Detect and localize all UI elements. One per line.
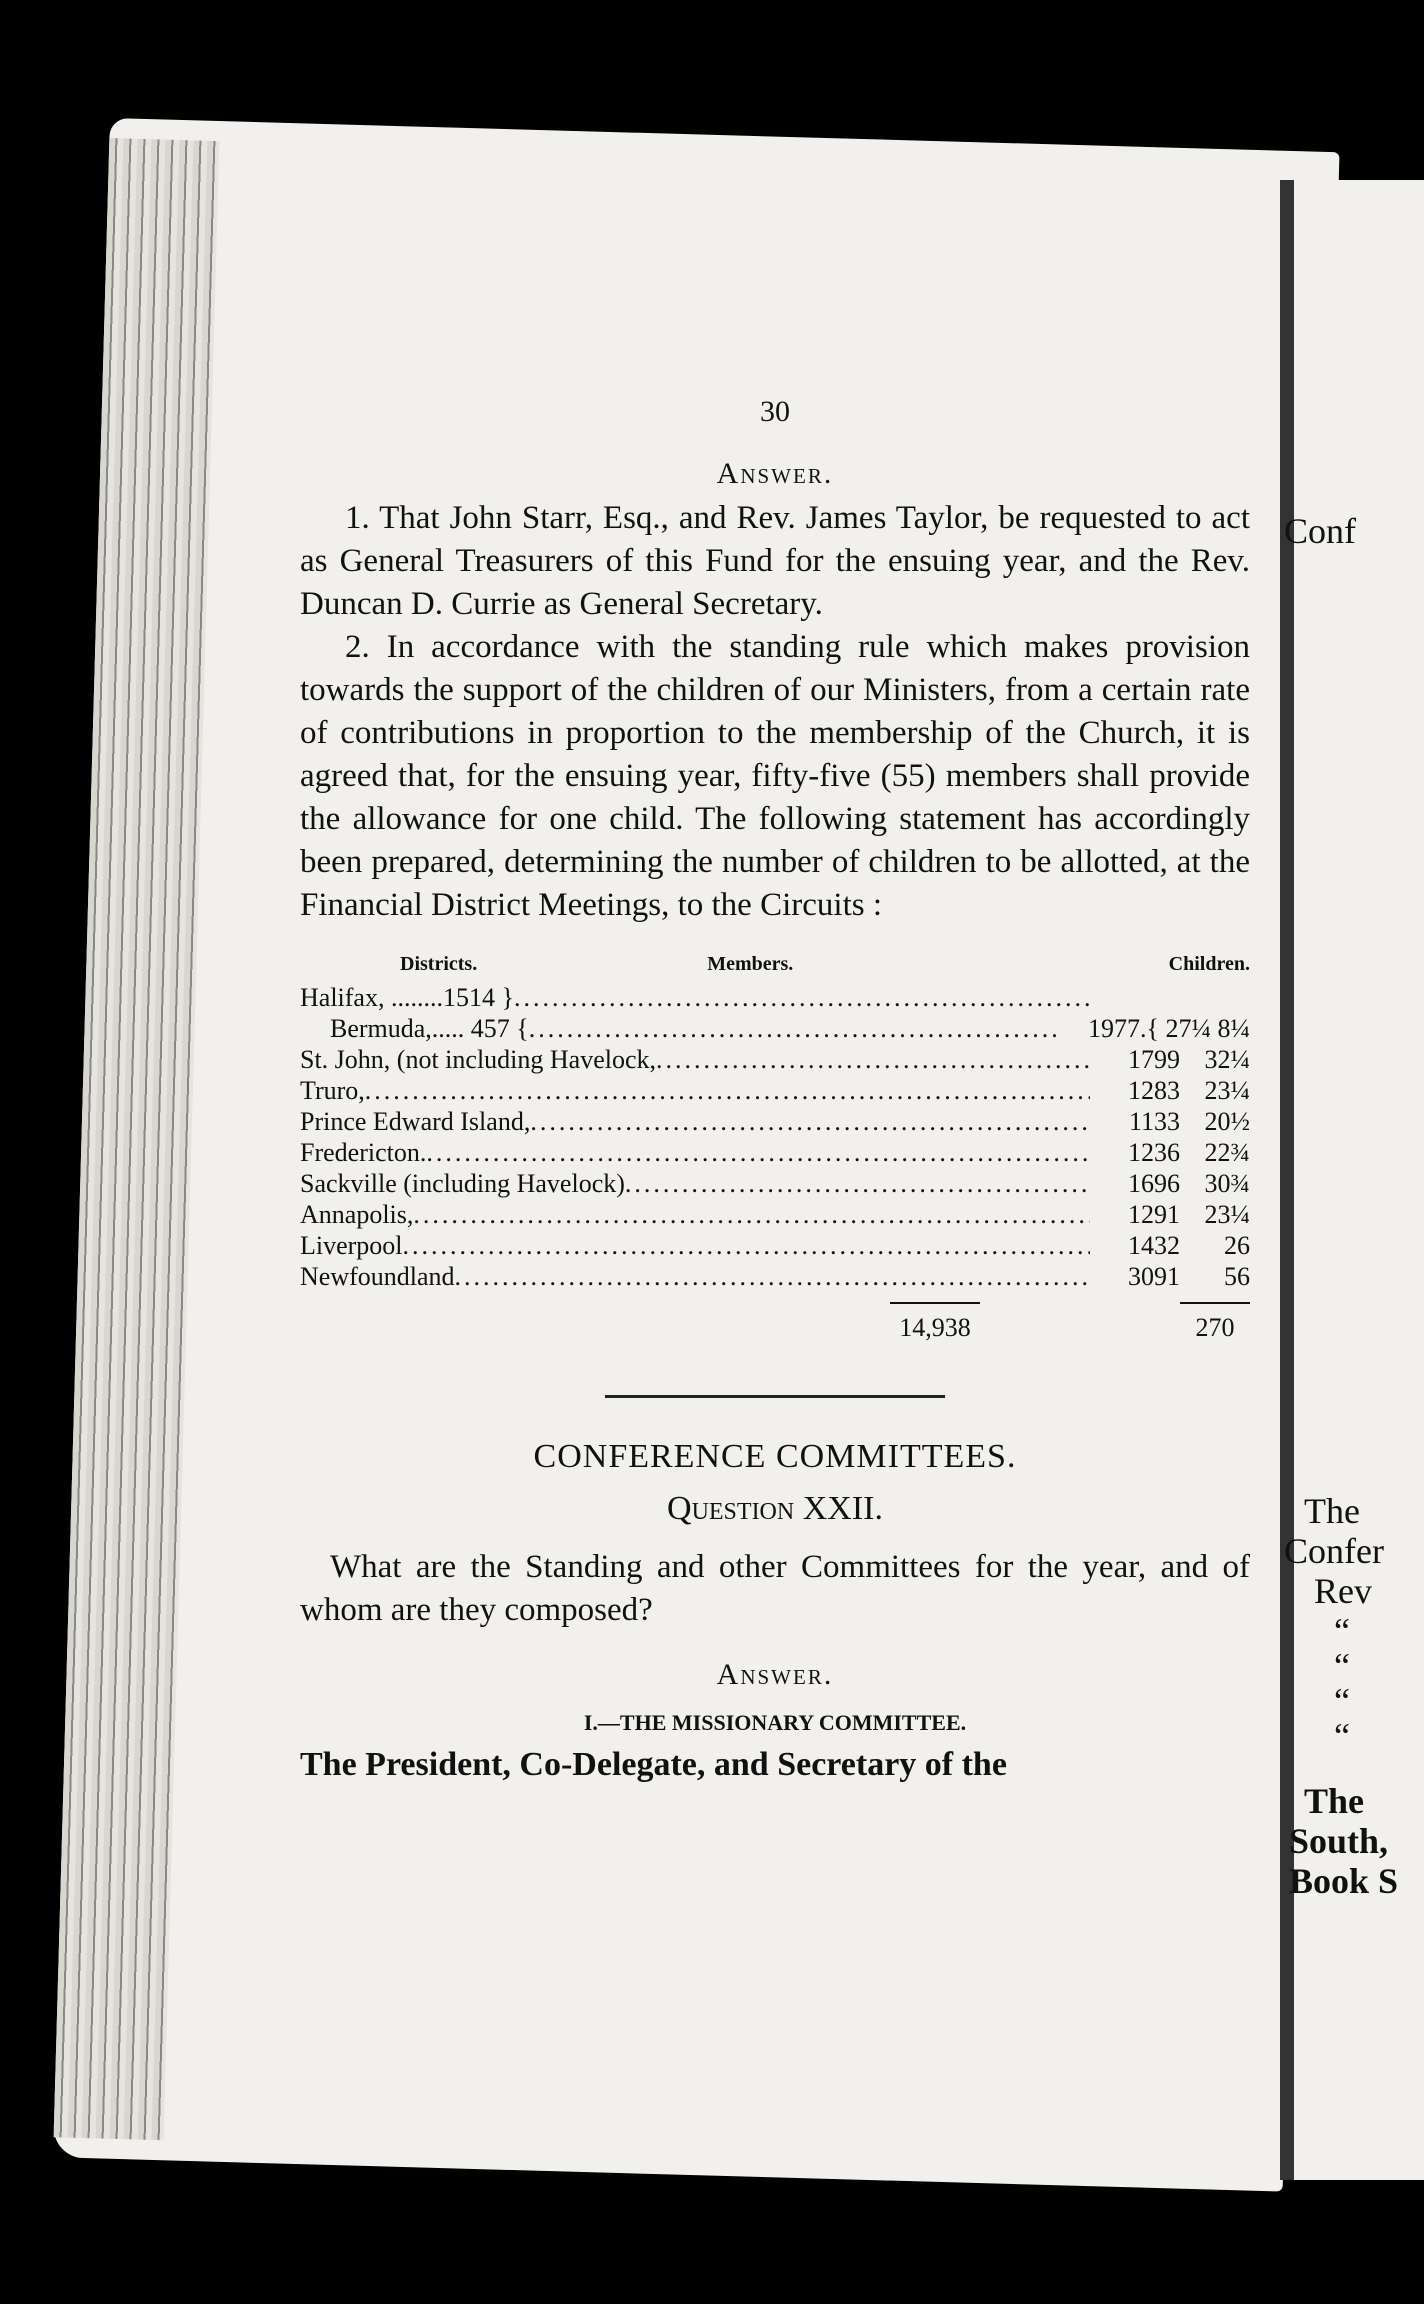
member-count: 3091 (1128, 1262, 1180, 1291)
answer-heading-2: Answer. (716, 1658, 834, 1691)
header-members: Members. (707, 953, 794, 975)
children-count: 56 (1224, 1262, 1250, 1291)
page-content (300, 395, 1250, 1784)
last-line: The President, Co-Delegate, and Secretary of the (300, 1746, 1007, 1783)
answer-heading: Answer. (716, 457, 834, 490)
district-name: Annapolis, (300, 1200, 414, 1229)
question-heading: Question XXII. (667, 1490, 883, 1527)
right-fragment: Conf (1284, 511, 1356, 551)
leader-dots (625, 1168, 1090, 1199)
district-name: Halifax, ........1514 } (300, 983, 514, 1012)
table-row (300, 1013, 1250, 1044)
leader-dots (529, 1013, 1057, 1044)
committee-subheading: I.—THE MISSIONARY COMMITTEE. (583, 1710, 967, 1735)
children-count: 26 (1224, 1231, 1250, 1260)
member-count: 1291 (1128, 1200, 1180, 1229)
table-row (300, 1199, 1250, 1230)
district-name: St. John, (not including Havelock, (300, 1045, 657, 1074)
leader-dots (365, 1075, 1090, 1106)
children-count: 30¾ (1204, 1169, 1250, 1198)
children-allotment-table (300, 949, 1250, 1343)
district-name: Sackville (including Havelock) (300, 1169, 625, 1198)
right-fragment: “ (1334, 1611, 1350, 1651)
right-fragment: Book S (1289, 1861, 1399, 1901)
member-count: 1977. (1088, 1014, 1147, 1043)
leader-dots (530, 1106, 1090, 1137)
district-name: Newfoundland (300, 1262, 455, 1291)
member-count: 1799 (1128, 1045, 1180, 1074)
header-districts: Districts. (400, 953, 478, 975)
member-count: 1696 (1128, 1169, 1180, 1198)
district-name: Fredericton. (300, 1138, 427, 1167)
children-count: 20½ (1204, 1107, 1250, 1136)
table-totals (300, 1302, 1250, 1343)
right-fragment: “ (1334, 1681, 1350, 1721)
children-count: 32¼ (1204, 1045, 1250, 1074)
children-count: 23¼ (1204, 1076, 1250, 1105)
page-number: 30 (760, 395, 790, 428)
right-fragment: “ (1334, 1716, 1350, 1756)
district-name: Bermuda,..... 457 { (330, 1014, 529, 1043)
table-row (300, 1230, 1250, 1261)
page-edges (54, 138, 220, 2140)
leader-dots (455, 1261, 1090, 1292)
leader-dots (426, 1137, 1090, 1168)
paragraph-1: 1. That John Starr, Esq., and Rev. James Taylor, be requested to act as General Treasurers of this Fund for the ensuing year, and the Rev. Duncan D. Currie as General Secretary. (300, 500, 1250, 622)
leader-dots (656, 1044, 1090, 1075)
children-count: { 27¼ 8¼ (1146, 1014, 1250, 1043)
right-fragment: “ (1334, 1646, 1350, 1686)
district-name: Truro, (300, 1076, 365, 1105)
table-row (300, 1137, 1250, 1168)
right-fragment: The (1304, 1491, 1360, 1531)
leader-dots (514, 982, 1090, 1013)
table-row (300, 1044, 1250, 1075)
children-count: 23¼ (1204, 1200, 1250, 1229)
total-members: 14,938 (890, 1302, 980, 1343)
right-fragment: Rev (1314, 1571, 1372, 1611)
table-row (300, 1075, 1250, 1106)
section-divider (605, 1395, 945, 1398)
right-fragment: Confer (1284, 1531, 1384, 1571)
total-children: 270 (1180, 1302, 1250, 1343)
question-text: What are the Standing and other Committees for the year, and of whom are they composed? (300, 1549, 1250, 1628)
leader-dots (413, 1199, 1090, 1230)
leader-dots (403, 1230, 1090, 1261)
table-row (300, 982, 1250, 1013)
right-fragment: South, (1289, 1821, 1389, 1861)
district-name: Prince Edward Island, (300, 1107, 531, 1136)
paragraph-2: 2. In accordance with the standing rule which makes provision towards the support of the children of our Ministers, from a certain rate of contributions in proportion to the membership of the Church, it is agreed that, for the ensuing year, fifty-five (55) members shall provide the allowance for one child. The following statement has accordingly been prepared, determining the number of children to be allotted, at the Financial District Meetings, to the Circuits : (300, 629, 1250, 923)
table-row (300, 1168, 1250, 1199)
table-header (300, 949, 1250, 980)
table-row (300, 1261, 1250, 1292)
member-count: 1236 (1128, 1138, 1180, 1167)
right-fragment: The (1304, 1781, 1365, 1821)
member-count: 1432 (1128, 1231, 1180, 1260)
member-count: 1133 (1128, 1107, 1180, 1136)
children-count: 22¾ (1204, 1138, 1250, 1167)
district-name: Liverpool (300, 1231, 403, 1260)
table-row (300, 1106, 1250, 1137)
section-title: CONFERENCE COMMITTEES. (533, 1438, 1017, 1475)
member-count: 1283 (1128, 1076, 1180, 1105)
right-page (1280, 180, 1424, 2180)
header-children: Children. (1168, 953, 1250, 975)
